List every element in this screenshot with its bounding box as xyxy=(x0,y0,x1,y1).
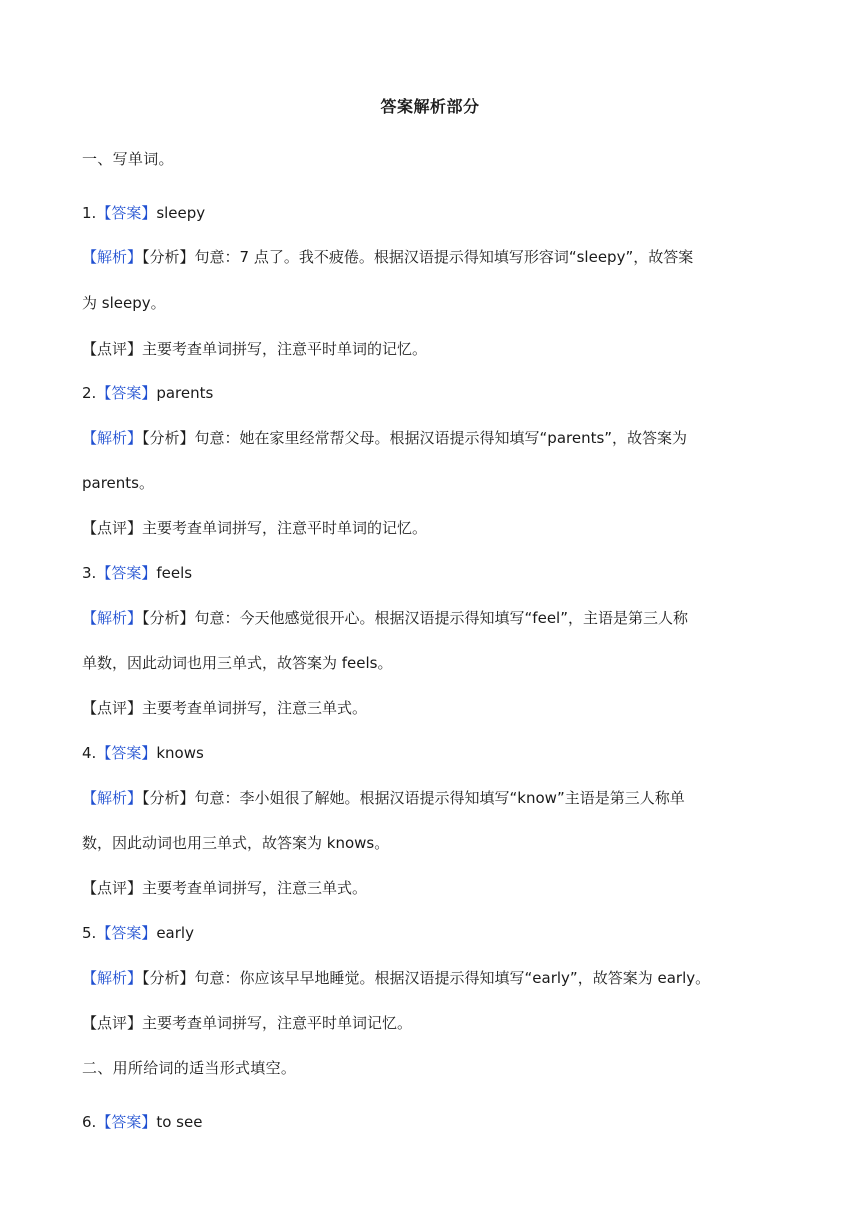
answer-line-2 xyxy=(82,382,782,404)
analysis-line-4a xyxy=(82,787,782,809)
comment-label: 【点评】 xyxy=(82,1014,143,1032)
analysis-label: 【解析】 xyxy=(82,429,143,447)
answer-label: 【答案】 xyxy=(96,204,157,222)
question-number: 5. xyxy=(82,924,97,942)
answer-line-4 xyxy=(82,742,782,764)
comment-text: 主要考查单词拼写，注意平时单词记忆。 xyxy=(142,1014,413,1032)
section-heading-1: 一、写单词。 xyxy=(82,150,174,168)
answer-label: 【答案】 xyxy=(96,564,157,582)
comment-line-4 xyxy=(82,877,782,899)
answer-value: to see xyxy=(156,1113,203,1131)
question-number: 6. xyxy=(82,1113,97,1131)
question-number: 4. xyxy=(82,744,97,762)
comment-text: 主要考查单词拼写，注意三单式。 xyxy=(142,879,368,897)
answer-line-6 xyxy=(82,1111,782,1133)
analysis-text: 句意：她在家里经常帮父母。根据汉语提示得知填写“parents”，故答案为 xyxy=(194,429,688,447)
comment-label: 【点评】 xyxy=(82,879,143,897)
fenxi-label: 【分析】 xyxy=(142,429,195,447)
comment-line-5 xyxy=(82,1012,782,1034)
fenxi-label: 【分析】 xyxy=(142,969,195,987)
analysis-text: 句意：今天他感觉很开心。根据汉语提示得知填写“feel”，主语是第三人称 xyxy=(194,609,688,627)
answer-value: sleepy xyxy=(156,204,206,222)
analysis-line-4b: 数，因此动词也用三单式，故答案为 knows。 xyxy=(82,834,390,852)
answer-value: feels xyxy=(156,564,193,582)
comment-label: 【点评】 xyxy=(82,519,143,537)
analysis-line-1a xyxy=(82,246,782,268)
answer-line-5 xyxy=(82,922,782,944)
question-number: 1. xyxy=(82,204,97,222)
answer-label: 【答案】 xyxy=(96,744,157,762)
analysis-line-2b: parents。 xyxy=(82,474,154,492)
analysis-label: 【解析】 xyxy=(82,248,143,266)
analysis-label: 【解析】 xyxy=(82,609,143,627)
fenxi-label: 【分析】 xyxy=(142,248,195,266)
answer-value: early xyxy=(156,924,194,942)
question-number: 3. xyxy=(82,564,97,582)
answer-line-3 xyxy=(82,562,782,584)
comment-text: 主要考查单词拼写，注意三单式。 xyxy=(142,699,368,717)
analysis-text: 句意：7 点了。我不疲倦。根据汉语提示得知填写形容词“sleepy”，故答案 xyxy=(194,248,694,266)
comment-line-2 xyxy=(82,517,782,539)
analysis-line-3a xyxy=(82,607,782,629)
analysis-line-2a xyxy=(82,427,782,449)
analysis-text: 句意：李小姐很了解她。根据汉语提示得知填写“know”主语是第三人称单 xyxy=(194,789,685,807)
question-number: 2. xyxy=(82,384,97,402)
fenxi-label: 【分析】 xyxy=(142,789,195,807)
analysis-line-5a xyxy=(82,967,782,989)
answer-label: 【答案】 xyxy=(96,1113,157,1131)
analysis-label: 【解析】 xyxy=(82,789,143,807)
answer-value: parents xyxy=(156,384,214,402)
comment-text: 主要考查单词拼写，注意平时单词的记忆。 xyxy=(142,340,428,358)
comment-line-1 xyxy=(82,338,782,360)
analysis-line-3b: 单数，因此动词也用三单式，故答案为 feels。 xyxy=(82,654,393,672)
comment-line-3 xyxy=(82,697,782,719)
comment-label: 【点评】 xyxy=(82,340,143,358)
page-title: 答案解析部分 xyxy=(380,97,480,116)
section-heading-2: 二、用所给词的适当形式填空。 xyxy=(82,1059,297,1077)
analysis-line-1b: 为 sleepy。 xyxy=(82,294,166,312)
fenxi-label: 【分析】 xyxy=(142,609,195,627)
analysis-text: 句意：你应该早早地睡觉。根据汉语提示得知填写“early”，故答案为 early。 xyxy=(194,969,711,987)
answer-label: 【答案】 xyxy=(96,384,157,402)
answer-label: 【答案】 xyxy=(96,924,157,942)
analysis-label: 【解析】 xyxy=(82,969,143,987)
answer-line-1 xyxy=(82,202,782,224)
comment-label: 【点评】 xyxy=(82,699,143,717)
answer-value: knows xyxy=(156,744,204,762)
comment-text: 主要考查单词拼写，注意平时单词的记忆。 xyxy=(142,519,428,537)
